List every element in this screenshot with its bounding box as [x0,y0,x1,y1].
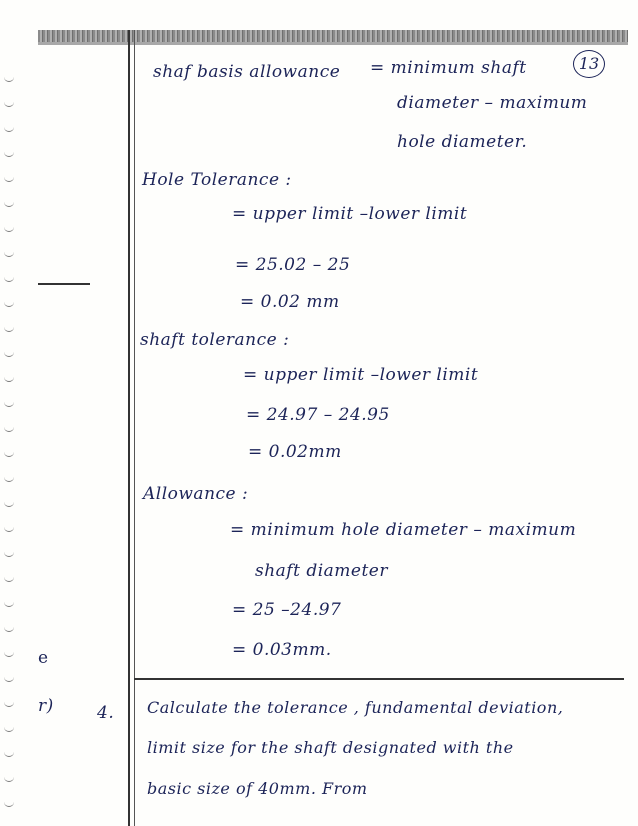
binder-hole [4,350,14,357]
binder-hole [4,225,14,232]
sba-equation-line2: diameter – maximum [397,93,588,113]
binder-hole [4,475,14,482]
binder-hole [4,275,14,282]
shaft-tolerance-line2: = 24.97 – 24.95 [246,405,390,425]
binder-hole [4,375,14,382]
binder-hole [4,600,14,607]
question-line3: basic size of 40mm. From [147,779,368,798]
binder-hole [4,125,14,132]
binder-hole [4,325,14,332]
binder-hole [4,400,14,407]
scan-top-band-shadow [38,42,628,45]
scan-top-band [38,30,628,42]
hole-tolerance-line3: = 0.02 mm [240,292,340,312]
hole-tolerance-heading: Hole Tolerance : [142,170,292,190]
question-line2: limit size for the shaft designated with the [147,738,514,757]
binder-hole [4,525,14,532]
binder-hole [4,775,14,782]
allowance-line3: = 25 –24.97 [232,600,342,620]
binder-hole [4,150,14,157]
binder-hole [4,675,14,682]
binder-hole [4,550,14,557]
binder-hole [4,100,14,107]
binder-hole [4,175,14,182]
margin-letter-e: e [38,648,49,668]
shaft-tolerance-heading: shaft tolerance : [140,330,290,350]
margin-mark [38,283,90,285]
sba-equation-line3: hole diameter. [397,132,528,152]
allowance-line2: shaft diameter [255,561,388,581]
page-number: 13 [573,50,605,78]
allowance-heading: Allowance : [143,484,249,504]
binder-hole [4,625,14,632]
binder-hole [4,300,14,307]
binder-hole [4,750,14,757]
allowance-line4: = 0.03mm. [232,640,332,660]
binder-hole [4,250,14,257]
question-number: 4. [97,703,115,723]
binder-hole [4,450,14,457]
binder-hole [4,75,14,82]
shaft-tolerance-line1: = upper limit –lower limit [243,365,479,385]
binder-hole [4,700,14,707]
margin-letter-r: r) [38,696,54,716]
shaft-basis-allowance-label: shaf basis allowance [153,62,341,82]
margin-line-secondary [134,30,135,826]
shaft-tolerance-line3: = 0.02mm [248,442,342,462]
question-line1: Calculate the tolerance , fundamental deviation, [147,698,564,717]
section-divider [134,678,624,680]
hole-tolerance-line1: = upper limit –lower limit [232,204,468,224]
binder-hole [4,425,14,432]
allowance-line1: = minimum hole diameter – maximum [230,520,577,540]
binder-hole [4,500,14,507]
margin-line [128,30,130,826]
binder-hole [4,800,14,807]
sba-equation-line1: = minimum shaft [370,58,527,78]
binder-hole [4,725,14,732]
binder-hole [4,200,14,207]
hole-tolerance-line2: = 25.02 – 25 [235,255,351,275]
binder-hole [4,575,14,582]
binder-hole [4,650,14,657]
